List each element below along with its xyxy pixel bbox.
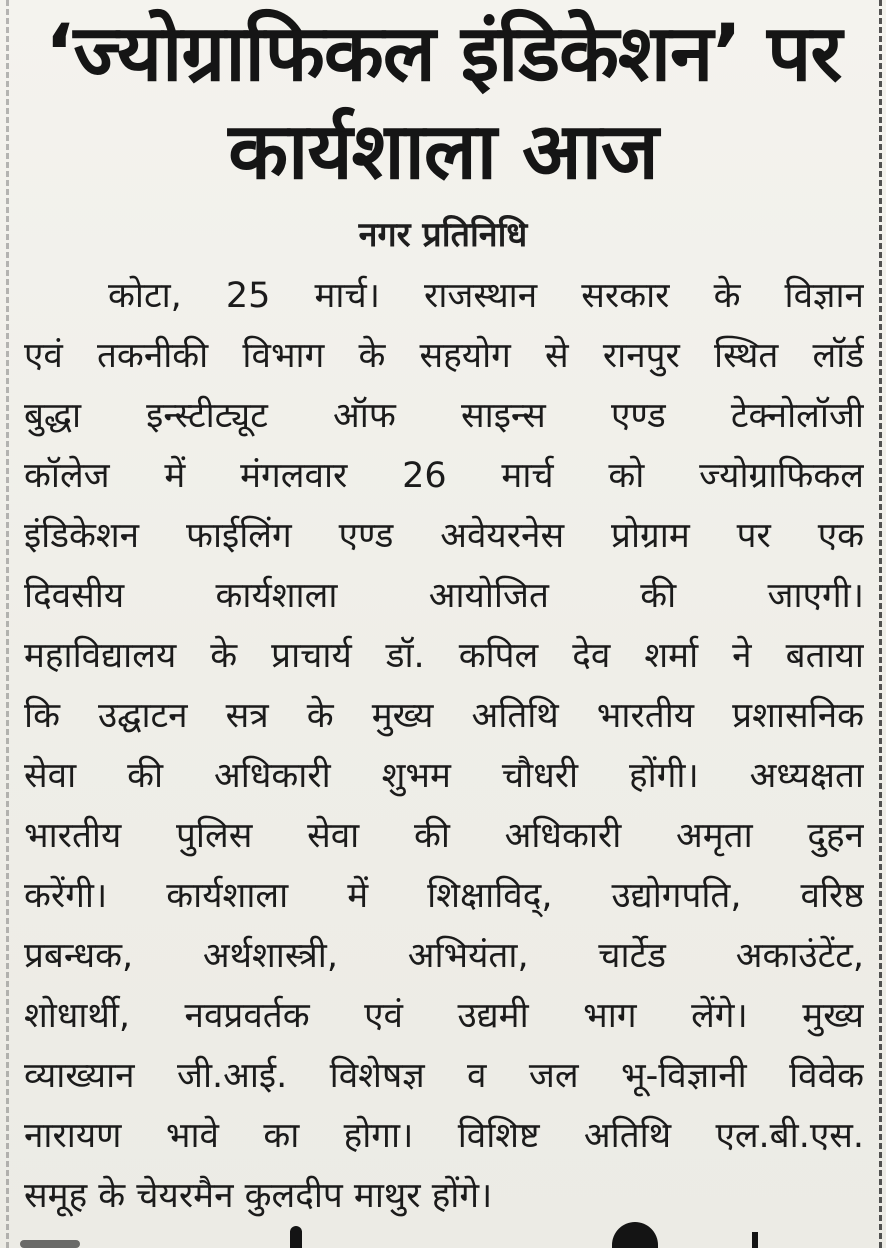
body-line-8: कि उद्घाटन सत्र के मुख्य अतिथि भारतीय प्रशासनिक [24,696,864,736]
next-article-cutoff [0,1218,886,1248]
body-line-2: एवं तकनीकी विभाग के सहयोग से रानपुर स्थित लॉर्ड [24,336,864,376]
body-line-7: महाविद्यालय के प्राचार्य डॉ. कपिल देव शर्मा ने बताया [24,636,864,676]
body-line-13: शोधार्थी, नवप्रवर्तक एवं उद्यमी भाग लेंगे। मुख्य [24,996,864,1036]
body-line-15: नारायण भावे का होगा। विशिष्ट अतिथि एल.बी.एस. [24,1116,864,1156]
cutoff-glyph [290,1226,302,1248]
body-line-12: प्रबन्धक, अर्थशास्त्री, अभियंता, चार्टेड अकाउंटेंट, [24,936,864,976]
body-line-9: सेवा की अधिकारी शुभम चौधरी होंगी। अध्यक्षता [24,756,864,796]
right-perforated-edge [876,0,882,1248]
headline-line-2: कार्यशाला आज [228,107,658,197]
byline: नगर प्रतिनिधि [358,215,528,255]
body-line-11: करेंगी। कार्यशाला में शिक्षाविद्, उद्योगपति, वरिष्ठ [24,876,864,916]
cutoff-glyph [20,1240,80,1248]
cutoff-glyph [612,1222,658,1248]
body-line-3: बुद्धा इन्स्टीट्यूट ऑफ साइन्स एण्ड टेक्नोलॉजी [24,396,864,436]
headline-line-1: ‘ज्योग्राफिकल इंडिकेशन’ पर [44,9,842,99]
body-line-1: कोटा, 25 मार्च। राजस्थान सरकार के विज्ञान [108,276,864,316]
body-line-5: इंडिकेशन फाईलिंग एण्ड अवेयरनेस प्रोग्राम पर एक [24,516,864,556]
left-perforated-edge [6,0,12,1248]
body-line-4: कॉलेज में मंगलवार 26 मार्च को ज्योग्राफिकल [24,456,864,496]
cutoff-glyph [752,1232,758,1248]
body-line-14: व्याख्यान जी.आई. विशेषज्ञ व जल भू-विज्ञानी विवेक [24,1056,864,1096]
body-line-16: समूह के चेयरमैन कुलदीप माथुर होंगे। [24,1176,493,1216]
body-line-10: भारतीय पुलिस सेवा की अधिकारी अमृता दुहन [24,816,864,856]
body-line-6: दिवसीय कार्यशाला आयोजित की जाएगी। [24,576,864,616]
